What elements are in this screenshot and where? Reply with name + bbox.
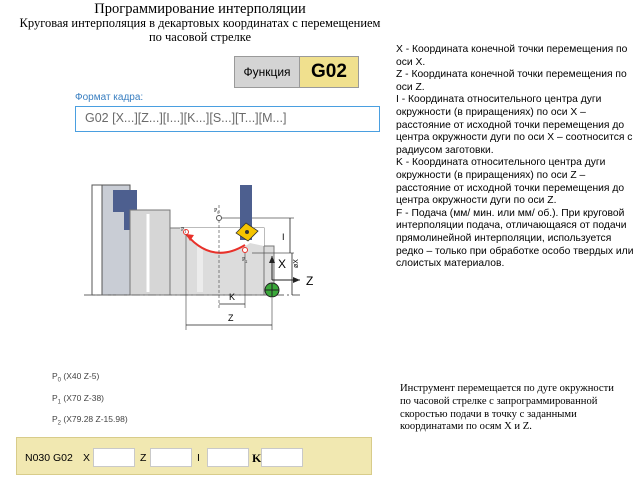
point-p2-coords: $P_2$ (X79.28 Z-15.98) bbox=[52, 414, 128, 428]
nc-program-line bbox=[16, 437, 372, 475]
nc-i-label: I bbox=[197, 452, 200, 464]
nc-i-field[interactable] bbox=[207, 448, 249, 467]
nc-k-field[interactable] bbox=[261, 448, 303, 467]
frame-format-box: G02 [X...][Z...][I...][K...][S...][T...][M...] bbox=[75, 106, 380, 132]
nc-prefix: N030 G02 bbox=[25, 452, 73, 464]
desc-i: I - Координата относительного центра дуги окружности (в приращениях) по оси X – расстояние от исходной точки перемещения до центра окружности дуги по оси X – соотносится с радиусом заготовки. bbox=[396, 94, 633, 156]
point-p0-coords: $P_0$ (X40 Z-5) bbox=[52, 371, 100, 384]
desc-z: Z - Координата конечной точки перемещения по оси Z. bbox=[396, 69, 627, 93]
point-p2 bbox=[243, 248, 248, 253]
i-label: I bbox=[282, 232, 285, 242]
desc-f: F - Подача (мм/ мин. или мм/ об.). При круговой интерполяции подача, отличающаяся от подачи прямолинейной интерполяции, используется редко – только при обработке особо твердых или слоистых материалов. bbox=[396, 207, 634, 270]
x-axis-label: X bbox=[278, 257, 287, 271]
desc-k: K - Координата относительного центра дуги окружности (в приращениях) по оси Z – расстояние от исходной точки перемещения до центра окружности дуги по оси Z. bbox=[396, 157, 625, 207]
nc-k-label: K bbox=[252, 451, 262, 465]
diameter-label: øX bbox=[293, 259, 300, 268]
point-p0 bbox=[217, 216, 222, 221]
nc-x-field[interactable] bbox=[93, 448, 135, 467]
insert-screw bbox=[245, 230, 249, 234]
point-list bbox=[52, 368, 128, 433]
z-axis-arrow bbox=[293, 277, 300, 283]
chuck-jaw bbox=[92, 185, 102, 295]
point-p1-coords: $P_1$ (X70 Z-38) bbox=[52, 392, 105, 406]
nc-x-label: X bbox=[83, 452, 91, 464]
p0-label: $P_0$ bbox=[214, 208, 220, 215]
k-label: K bbox=[229, 292, 236, 302]
p1-label: $P_1$ bbox=[181, 227, 187, 234]
title-line-1: Программирование интерполяции bbox=[94, 1, 306, 17]
workpiece-large-step bbox=[130, 210, 170, 295]
desc-x: X - Координата конечной точки перемещения по оси X. bbox=[396, 44, 628, 68]
frame-format-label: Формат кадра: bbox=[75, 92, 144, 103]
parameter-description bbox=[396, 44, 634, 271]
z-axis-label: Z bbox=[306, 274, 314, 288]
nc-z-label: Z bbox=[140, 452, 147, 464]
function-label: Функция bbox=[235, 57, 300, 87]
title-line-2: Круговая интерполяция в декартовых координатах с перемещением bbox=[19, 16, 381, 30]
function-code: G02 bbox=[300, 57, 358, 87]
tool-movement-note: Инструмент перемещается по дуге окружности по часовой стрелке с запрограммированной скоростью подачи в точку с заданными координатами по осям X и Z. bbox=[400, 383, 614, 433]
z-dim-label: Z bbox=[228, 313, 234, 323]
p2-label: $P_2$ bbox=[242, 257, 248, 264]
nc-z-field[interactable] bbox=[150, 448, 192, 467]
title-line-3: по часовой стрелке bbox=[148, 30, 252, 44]
